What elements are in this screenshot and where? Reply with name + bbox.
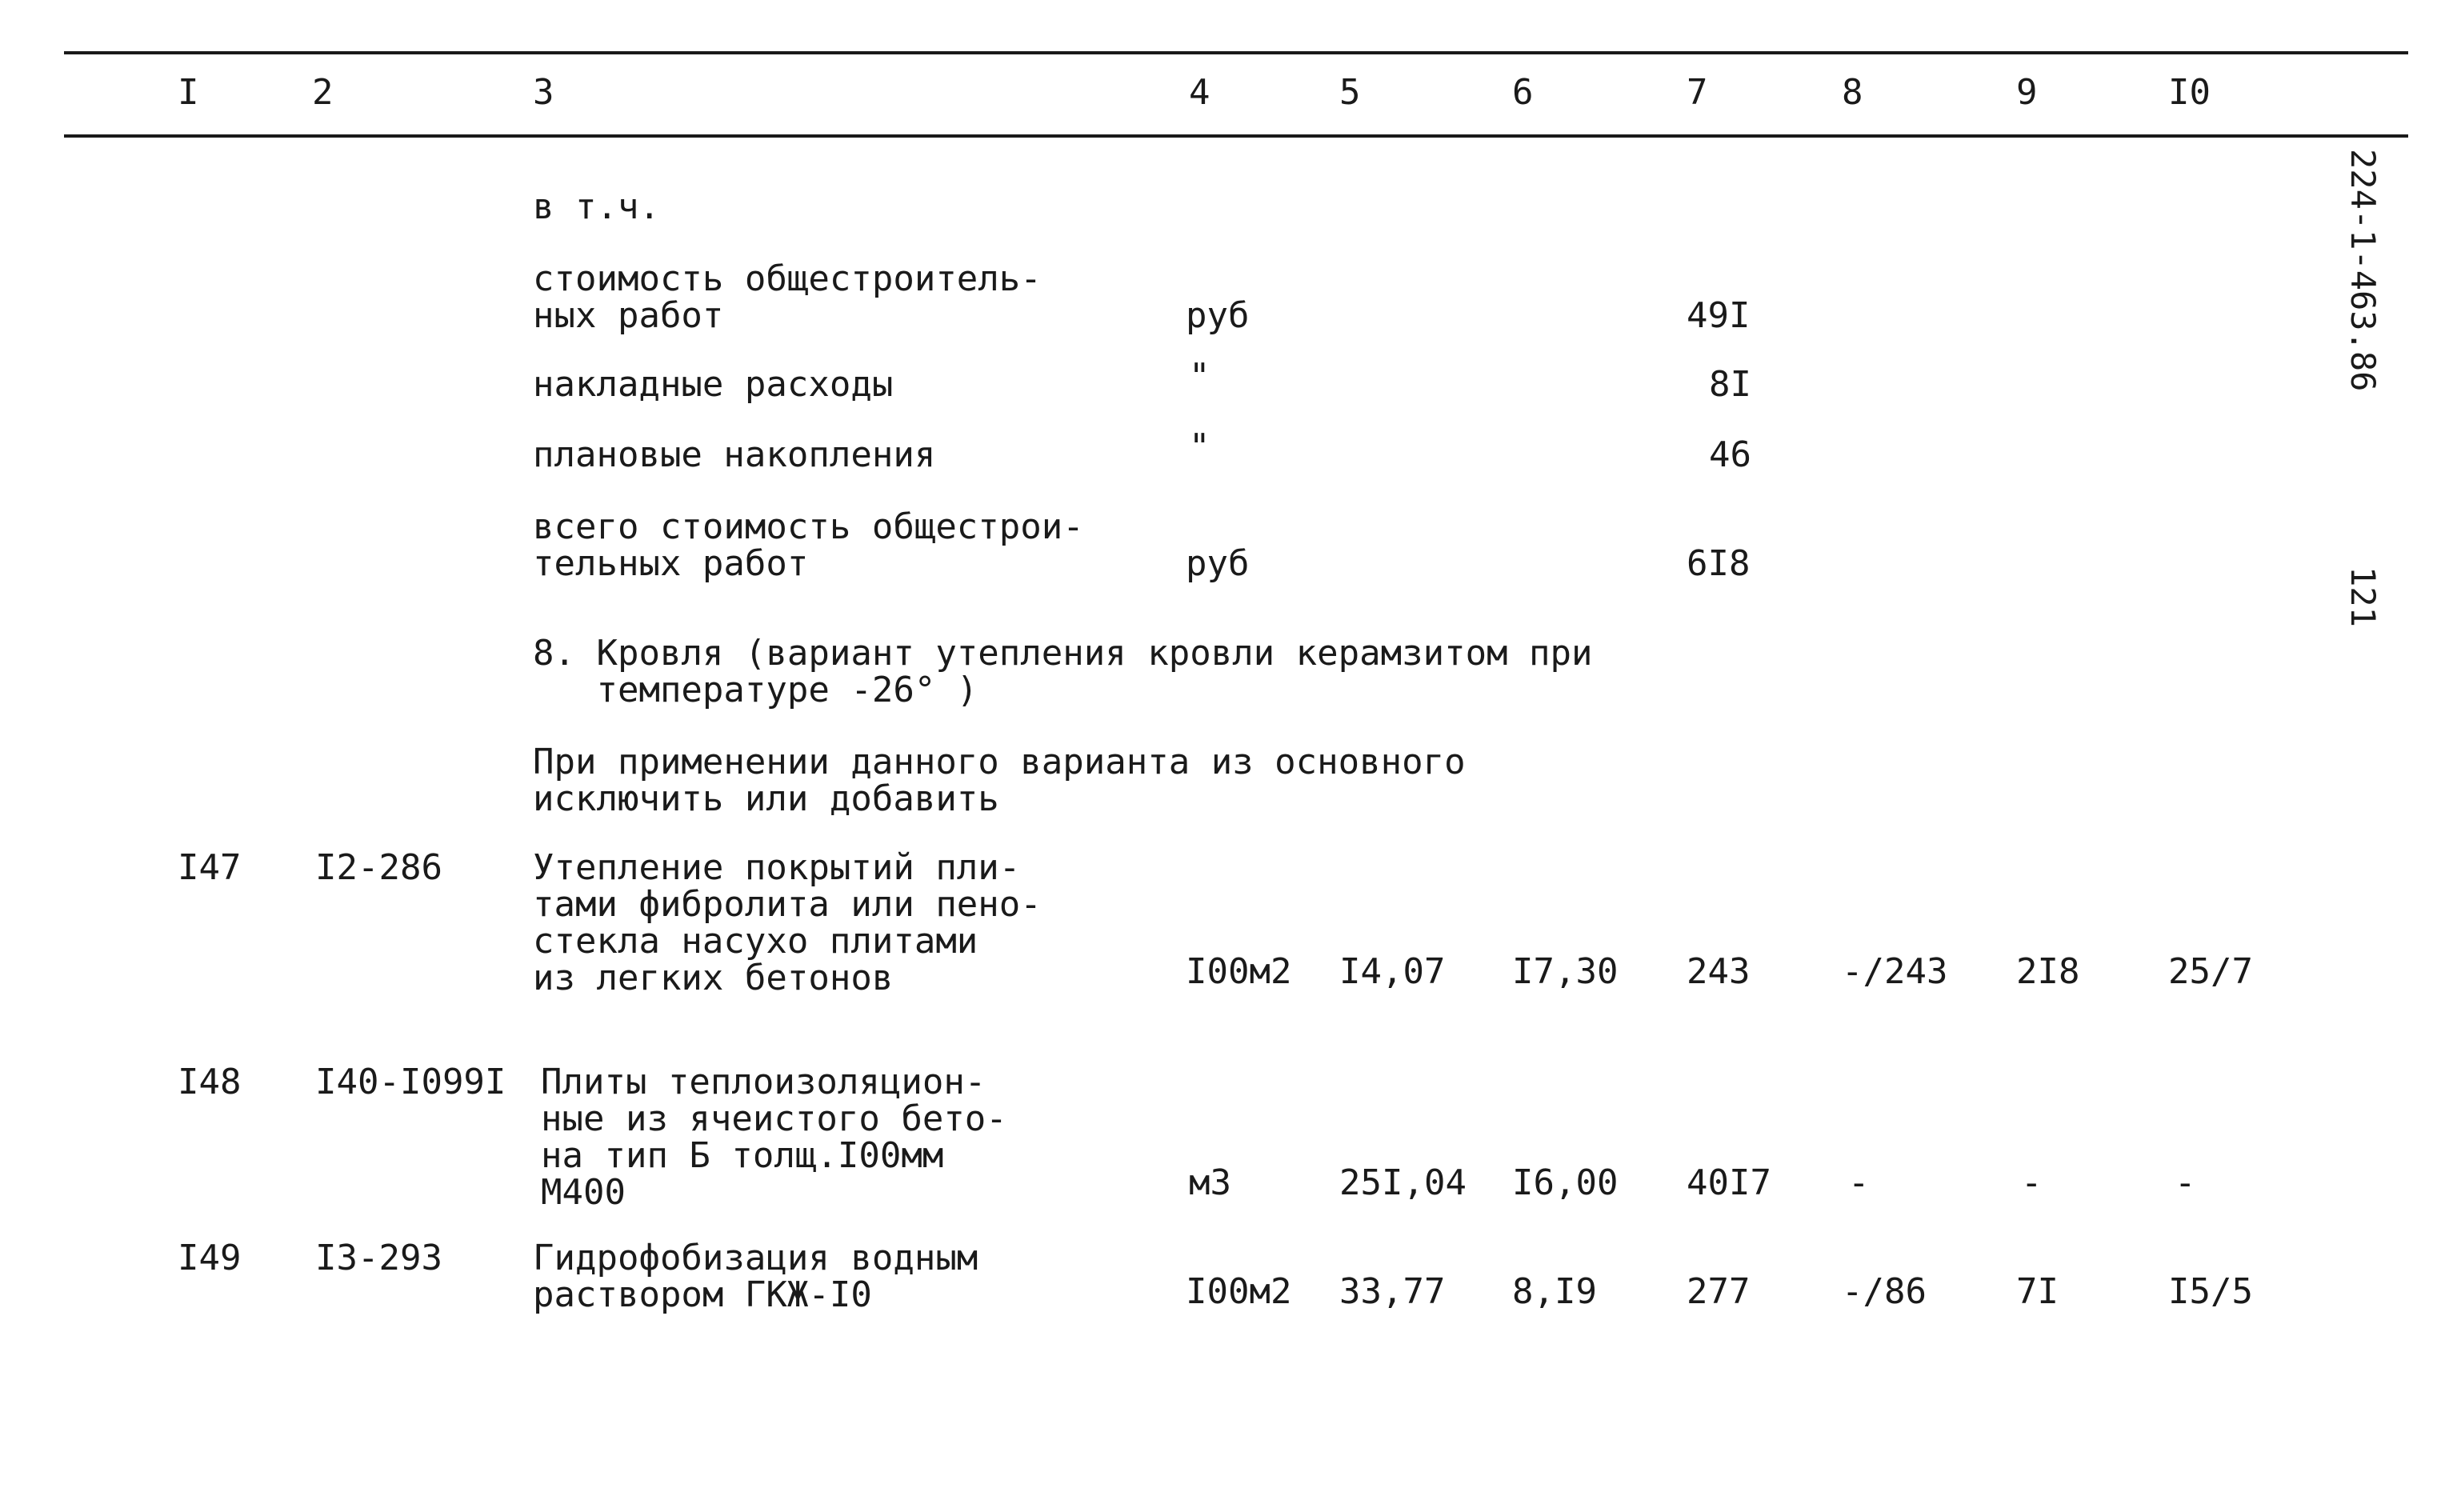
column-header-6: 6 — [1512, 72, 1534, 113]
row-total-cost-col7: 6I8 — [1687, 543, 1751, 584]
item-149-col5: 33,77 — [1339, 1271, 1446, 1312]
item-147-col5: I4,07 — [1339, 951, 1446, 992]
item-148-unit: м3 — [1189, 1162, 1231, 1203]
item-148-col7: 40I7 — [1687, 1162, 1771, 1203]
item-149-code: I3-293 — [315, 1238, 442, 1278]
subtotal-heading: в т.ч. — [533, 186, 660, 227]
item-147-code: I2-286 — [315, 847, 442, 888]
item-149-number: I49 — [178, 1238, 242, 1278]
row-planned-savings-col7: 46 — [1709, 434, 1751, 475]
item-148-col8: - — [1848, 1162, 1870, 1203]
column-header-4: 4 — [1189, 72, 1210, 113]
column-header-10: I0 — [2168, 72, 2211, 113]
item-148-col5: 25I,04 — [1339, 1162, 1467, 1203]
item-148-description: Плиты теплоизоляцион- ные из ячеистого бето- на тип Б толщ.I00мм М400 — [541, 1062, 1007, 1213]
column-header-8: 8 — [1842, 72, 1863, 113]
item-147-col8: -/243 — [1842, 951, 1948, 992]
item-147-col6: I7,30 — [1512, 951, 1619, 992]
item-147-description: Утепление покрытий пли- тами фибролита или пено- стекла насухо плитами из легких бетонов — [533, 847, 1042, 998]
item-147-col9: 2I8 — [2016, 951, 2080, 992]
item-148-code: I40-I099I — [315, 1062, 506, 1102]
section-note: При применении данного варианта из основного исключить или добавить — [533, 742, 1466, 819]
column-header-2: 2 — [312, 72, 334, 113]
column-header-3: 3 — [533, 72, 554, 113]
item-149-col6: 8,I9 — [1512, 1271, 1597, 1312]
row-overhead-unit: " — [1189, 356, 1210, 397]
item-148-col6: I6,00 — [1512, 1162, 1619, 1203]
item-147-col10: 25/7 — [2168, 951, 2253, 992]
item-149-unit: I00м2 — [1186, 1271, 1292, 1312]
row-general-works-cost-col7: 49I — [1687, 295, 1751, 336]
column-header-7: 7 — [1687, 72, 1708, 113]
row-planned-savings-unit: " — [1189, 426, 1210, 467]
item-149-col8: -/86 — [1842, 1271, 1927, 1312]
item-147-unit: I00м2 — [1186, 951, 1292, 992]
row-overhead-col7: 8I — [1709, 364, 1751, 405]
item-149-col7: 277 — [1687, 1271, 1751, 1312]
column-header-5: 5 — [1339, 72, 1361, 113]
table-header-rule — [64, 134, 2408, 138]
row-total-cost-label: всего стоимость общестрои- тельных работ — [533, 506, 1084, 584]
row-general-works-cost-label: стоимость общестроитель- ных работ — [533, 258, 1042, 336]
row-general-works-cost-unit: руб — [1186, 295, 1250, 336]
item-149-col10: I5/5 — [2168, 1271, 2253, 1312]
item-147-number: I47 — [178, 847, 242, 888]
column-header-9: 9 — [2016, 72, 2038, 113]
row-overhead-label: накладные расходы — [533, 364, 894, 405]
table-top-rule — [64, 51, 2408, 54]
item-148-col9: - — [2021, 1162, 2043, 1203]
margin-page-number: 121 — [2343, 566, 2383, 627]
column-header-1: I — [178, 72, 199, 113]
section-heading-roof: 8. Кровля (вариант утепления кровли керамзитом при температуре -26° ) — [533, 633, 1593, 710]
item-149-col9: 7I — [2016, 1271, 2059, 1312]
margin-document-code: 224-1-463.86 — [2343, 149, 2383, 392]
item-148-col10: - — [2175, 1162, 2196, 1203]
item-148-number: I48 — [178, 1062, 242, 1102]
item-149-description: Гидрофобизация водным раствором ГКЖ-I0 — [533, 1238, 978, 1315]
row-planned-savings-label: плановые накопления — [533, 434, 936, 475]
row-total-cost-unit: руб — [1186, 543, 1250, 584]
item-147-col7: 243 — [1687, 951, 1751, 992]
